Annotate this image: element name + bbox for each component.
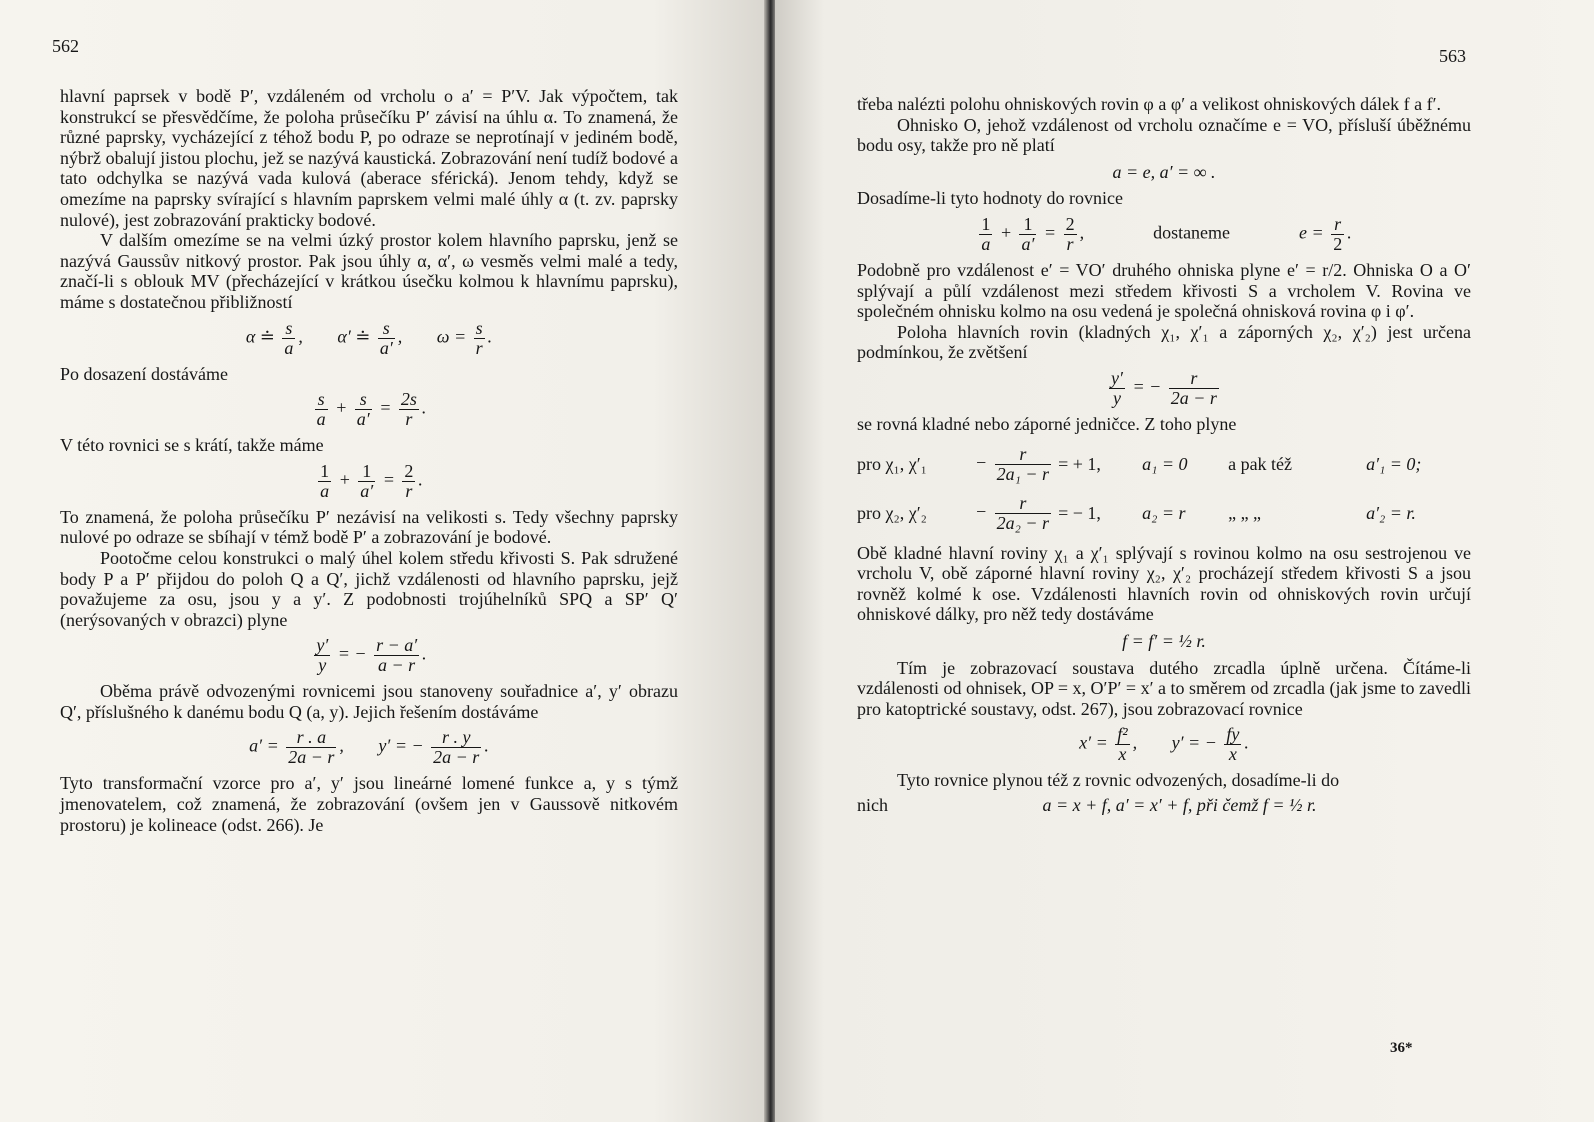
equation-mirror: $\frac{1}{a}$ + $\frac{1}{a'}$ = $\frac{2}{r}$ . [320,460,423,501]
paragraph: Ohnisko O, jehož vzdálenost od vrcholu označíme e = VO, přísluší úběžnému bodu osy, takže pro ně platí [857,114,1471,156]
paragraph: V této rovnici se s krátí, takže máme [60,435,324,456]
right-text-column [857,94,1471,819]
left-page [0,0,768,1122]
case-positive: pro χ₁, χ′₁ − $\frac{r}{\text{2a₁ − r}}$ = + 1, a₁ = 0 a pak též a′₁ = 0; [857,443,1422,484]
equation-substitution: $\frac{s}{a}$ + $\frac{s}{a'}$ = $\frac{2s}{r}$ . [316,389,427,430]
paragraph: Tyto transformační vzorce pro a′, y′ jsou lineárné lomené funkce a, y s týmž jmenovatelem, což znamená, že zobrazování (ovšem jen v Gaussově nitkovém prostoru) je kolineace (odst. 266). Je [60,773,678,835]
paragraph: hlavní paprsek v bodě P′, vzdáleném od vrcholu o a′ = P′V. Jak výpočtem, tak konstrukcí se přesvědčíme, že poloha průsečíku P′ závisí na úhlu α. To znamená, že různé paprsky, vycházející z téhož bodu P, po odraze se neprotínají v jediném bodě, nýbrž obalují jistou plochu, jež se nazývá kaustická. Zobrazování není tudíž bodové a tato odchylka se nazývá vada kulová (aberace sférická). Jenom tehdy, když se omezíme na paprsky svírající s hlavním paprskem velmi malé úhly α (t. zv. paprsky nulové), jest zobrazování prakticky bodové. [60,86,678,230]
equation-focal-lengths: f = f′ = ½ r. [1122,630,1206,651]
line-start-word: nich [857,794,888,815]
equation-similarity: $\frac{y'}{y}$ = − $\frac{r - a'}{a - r}$ . [316,635,427,676]
equation-newton: x′ = $\frac{\text{f²}}{x}$ , y′ = − $\frac{fy}{x}$ . [1079,724,1249,765]
equation-small-angles: α ≐ $\frac{s}{a}$ , α′ ≐ $\frac{s}{a'}$ , ω = $\frac{s}{r}$ . [245,317,493,358]
paragraph: V dalším omezíme se na velmi úzký prostor kolem hlavního paprsku, jenž se nazývá Gaussův nitkový prostor. Pak jsou úhly α, α′, ω vesměs velmi malé a tedy, značí-li s oblouk MV (přecházející v krátkou úsečku kolmou k hlavnímu paprsku), máme s dostatečnou přibližností [60,230,678,312]
equation-magnification: $\frac{y'}{y}$ = − $\frac{r}{2a - r}$ [1111,367,1217,408]
paragraph: Po dosazení dostáváme [60,363,228,384]
paragraph: Podobně pro vzdálenost e′ = VO′ druhého ohniska plyne e′ = r/2. Ohniska O a O′ splývají a půlí vzdálenost mezi středem křivosti S a vrcholem V. Rovina ve společném ohnisku kolmo na osu vedená je společná ohnisková rovina φ i φ′. [857,259,1471,322]
paragraph: To znamená, že poloha průsečíku P′ nezávisí na velikosti s. Tedy všechny paprsky nulové po odraze se sbíhají v témž bodě P′ a zobrazování je bodové. [60,506,678,548]
equation-focal-distance: $\frac{1}{a}$ + $\frac{1}{a'}$ = $\frac{2}{r}$ , dostaneme e = $\frac{r}{2}$ . [981,213,1352,254]
page-number: 563 [1439,46,1466,66]
equation-relations: a = x + f, a′ = x′ + f, při čemž f = ½ r. [1042,794,1317,815]
paragraph: Tyto rovnice plynou též z rovnic odvozených, dosadíme-li do [897,770,1340,791]
paragraph: Poloha hlavních rovin (kladných χ₁, χ′₁ a záporných χ₂, χ′₂) jest určena podmínkou, že zvětšení [857,321,1471,363]
equation-transformation: a′ = $\frac{r . a}{2a - r}$ , y′ = − $\frac{r . y}{2a - r}$ . [249,727,489,768]
left-text-column [60,86,678,835]
right-page [775,0,1594,1122]
paragraph: Obě kladné hlavní roviny χ₁ a χ′₁ splývají s rovinou kolmo na osu sestrojenou ve vrcholu V, obě záporné hlavní roviny χ₂, χ′₂ procházejí středem křivosti S a jsou rovněž kolmé k ose. Vzdálenosti hlavních rovin od ohniskových rovin určují ohniskové dálky, pro něž tedy dostáváme [857,542,1471,625]
paragraph: Tím je zobrazovací soustava dutého zrcadla úplně určena. Čítáme-li vzdálenosti od ohnisek, OP = x, O′P′ = x′ a to směrem od zrcadla (jak jsme to zavedli pro katoptrické soustavy, odst. 267), jsou zobrazovací rovnice [857,657,1471,719]
equation-line [857,791,1471,820]
paragraph: Pootočme celou konstrukci o malý úhel kolem středu křivosti S. Pak sdružené body P a P′ přijdou do poloh Q a Q′, jichž vzdálenosti od hlavního paprsku, jejž považujeme za osu, jsou y a y′. Z podobnosti trojúhelníků SPQ a SP′ Q′ (nerýsovaných v obrazci) plyne [60,547,678,630]
paragraph: třeba nalézti polohu ohniskových rovin φ a φ′ a velikost ohniskových dálek f a f′. [857,94,1442,114]
case-negative: pro χ₂, χ′₂ − $\frac{r}{\text{2a₂ − r}}$ = − 1, a₂ = r „ „ „ a′₂ = r. [857,492,1416,533]
paragraph: Oběma právě odvozenými rovnicemi jsou stanoveny souřadnice a′, y′ obrazu Q′, příslušného k danému bodu Q (a, y). Jejich řešením dostáváme [60,681,678,722]
equation-focus-condition: a = e, a′ = ∞ . [1112,161,1216,182]
signature-mark: 36* [1390,1040,1413,1056]
paragraph: se rovná kladné nebo záporné jedničce. Z toho plyne [857,413,1237,434]
paragraph: Dosadíme-li tyto hodnoty do rovnice [857,188,1123,209]
page-number: 562 [52,36,79,56]
